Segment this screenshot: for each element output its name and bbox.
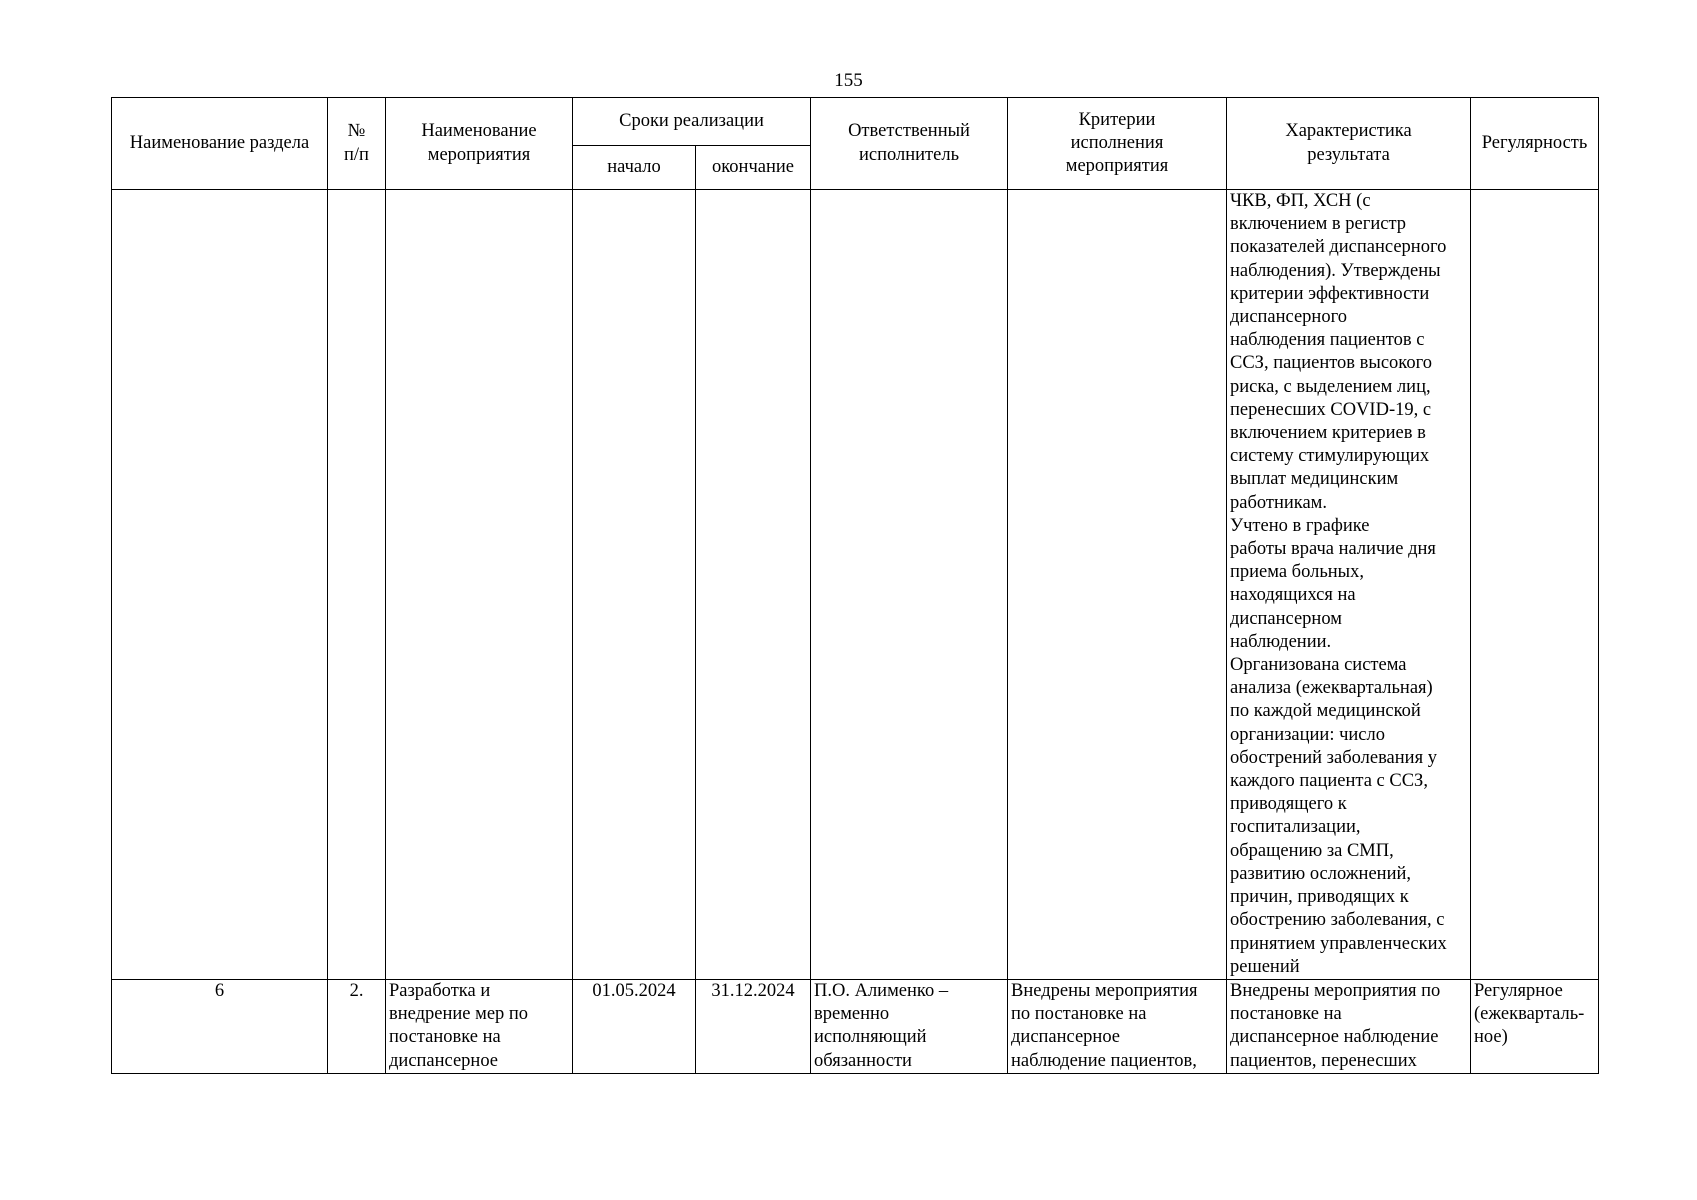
- header-regularity: Регулярность: [1471, 98, 1599, 190]
- cell-end-date: 31.12.2024: [696, 979, 811, 1073]
- cell-end-date: [696, 190, 811, 980]
- cell-responsible: П.О. Алименко – временно исполняющий обязанности: [811, 979, 1008, 1073]
- cell-number: 2.: [328, 979, 386, 1073]
- header-start-date: начало: [573, 146, 696, 190]
- cell-activity: Разработка и внедрение мер по постановке на диспансерное: [386, 979, 573, 1073]
- header-section-name: Наименование раздела: [112, 98, 328, 190]
- cell-responsible: [811, 190, 1008, 980]
- header-responsible-executor: Ответственный исполнитель: [811, 98, 1008, 190]
- cell-result: ЧКВ, ФП, ХСН (с включением в регистр показателей диспансерного наблюдения). Утверждены критерии эффективности диспансерного наблюдения пациентов с ССЗ, пациентов высокого риска, с выделением лиц, перенесших COVID-19, с включением критериев в систему стимулирующих выплат медицинским работникам. Учтено в графике работы врача наличие дня приема больных, находящихся на диспансерном наблюдении. Организована система анализа (ежеквартальная) по каждой медицинской организации: число обострений заболевания у каждого пациента с ССЗ, приводящего к госпитализации, обращению за СМП, развитию осложнений, причин, приводящих к обострению заболевания, с принятием управленческих решений: [1227, 190, 1471, 980]
- cell-section: 6: [112, 979, 328, 1073]
- table-header: [112, 98, 1599, 190]
- cell-number: [328, 190, 386, 980]
- cell-start-date: 01.05.2024: [573, 979, 696, 1073]
- header-item-number: № п/п: [328, 98, 386, 190]
- cell-regularity: Регулярное (ежекварталь- ное): [1471, 979, 1599, 1073]
- cell-regularity: [1471, 190, 1599, 980]
- cell-result: Внедрены мероприятия по постановке на диспансерное наблюдение пациентов, перенесших: [1227, 979, 1471, 1073]
- cell-start-date: [573, 190, 696, 980]
- cell-criteria: [1008, 190, 1227, 980]
- header-implementation-terms: Сроки реализации: [573, 98, 811, 146]
- header-result-description: Характеристика результата: [1227, 98, 1471, 190]
- cell-activity: [386, 190, 573, 980]
- cell-section: [112, 190, 328, 980]
- header-activity-name: Наименование мероприятия: [386, 98, 573, 190]
- cell-criteria: Внедрены мероприятия по постановке на диспансерное наблюдение пациентов,: [1008, 979, 1227, 1073]
- activity-plan-table: [111, 97, 1599, 1074]
- table-row: [112, 190, 1599, 980]
- header-completion-criteria: Критерии исполнения мероприятия: [1008, 98, 1227, 190]
- table-row: [112, 979, 1599, 1073]
- header-end-date: окончание: [696, 146, 811, 190]
- page-number: 155: [834, 70, 863, 91]
